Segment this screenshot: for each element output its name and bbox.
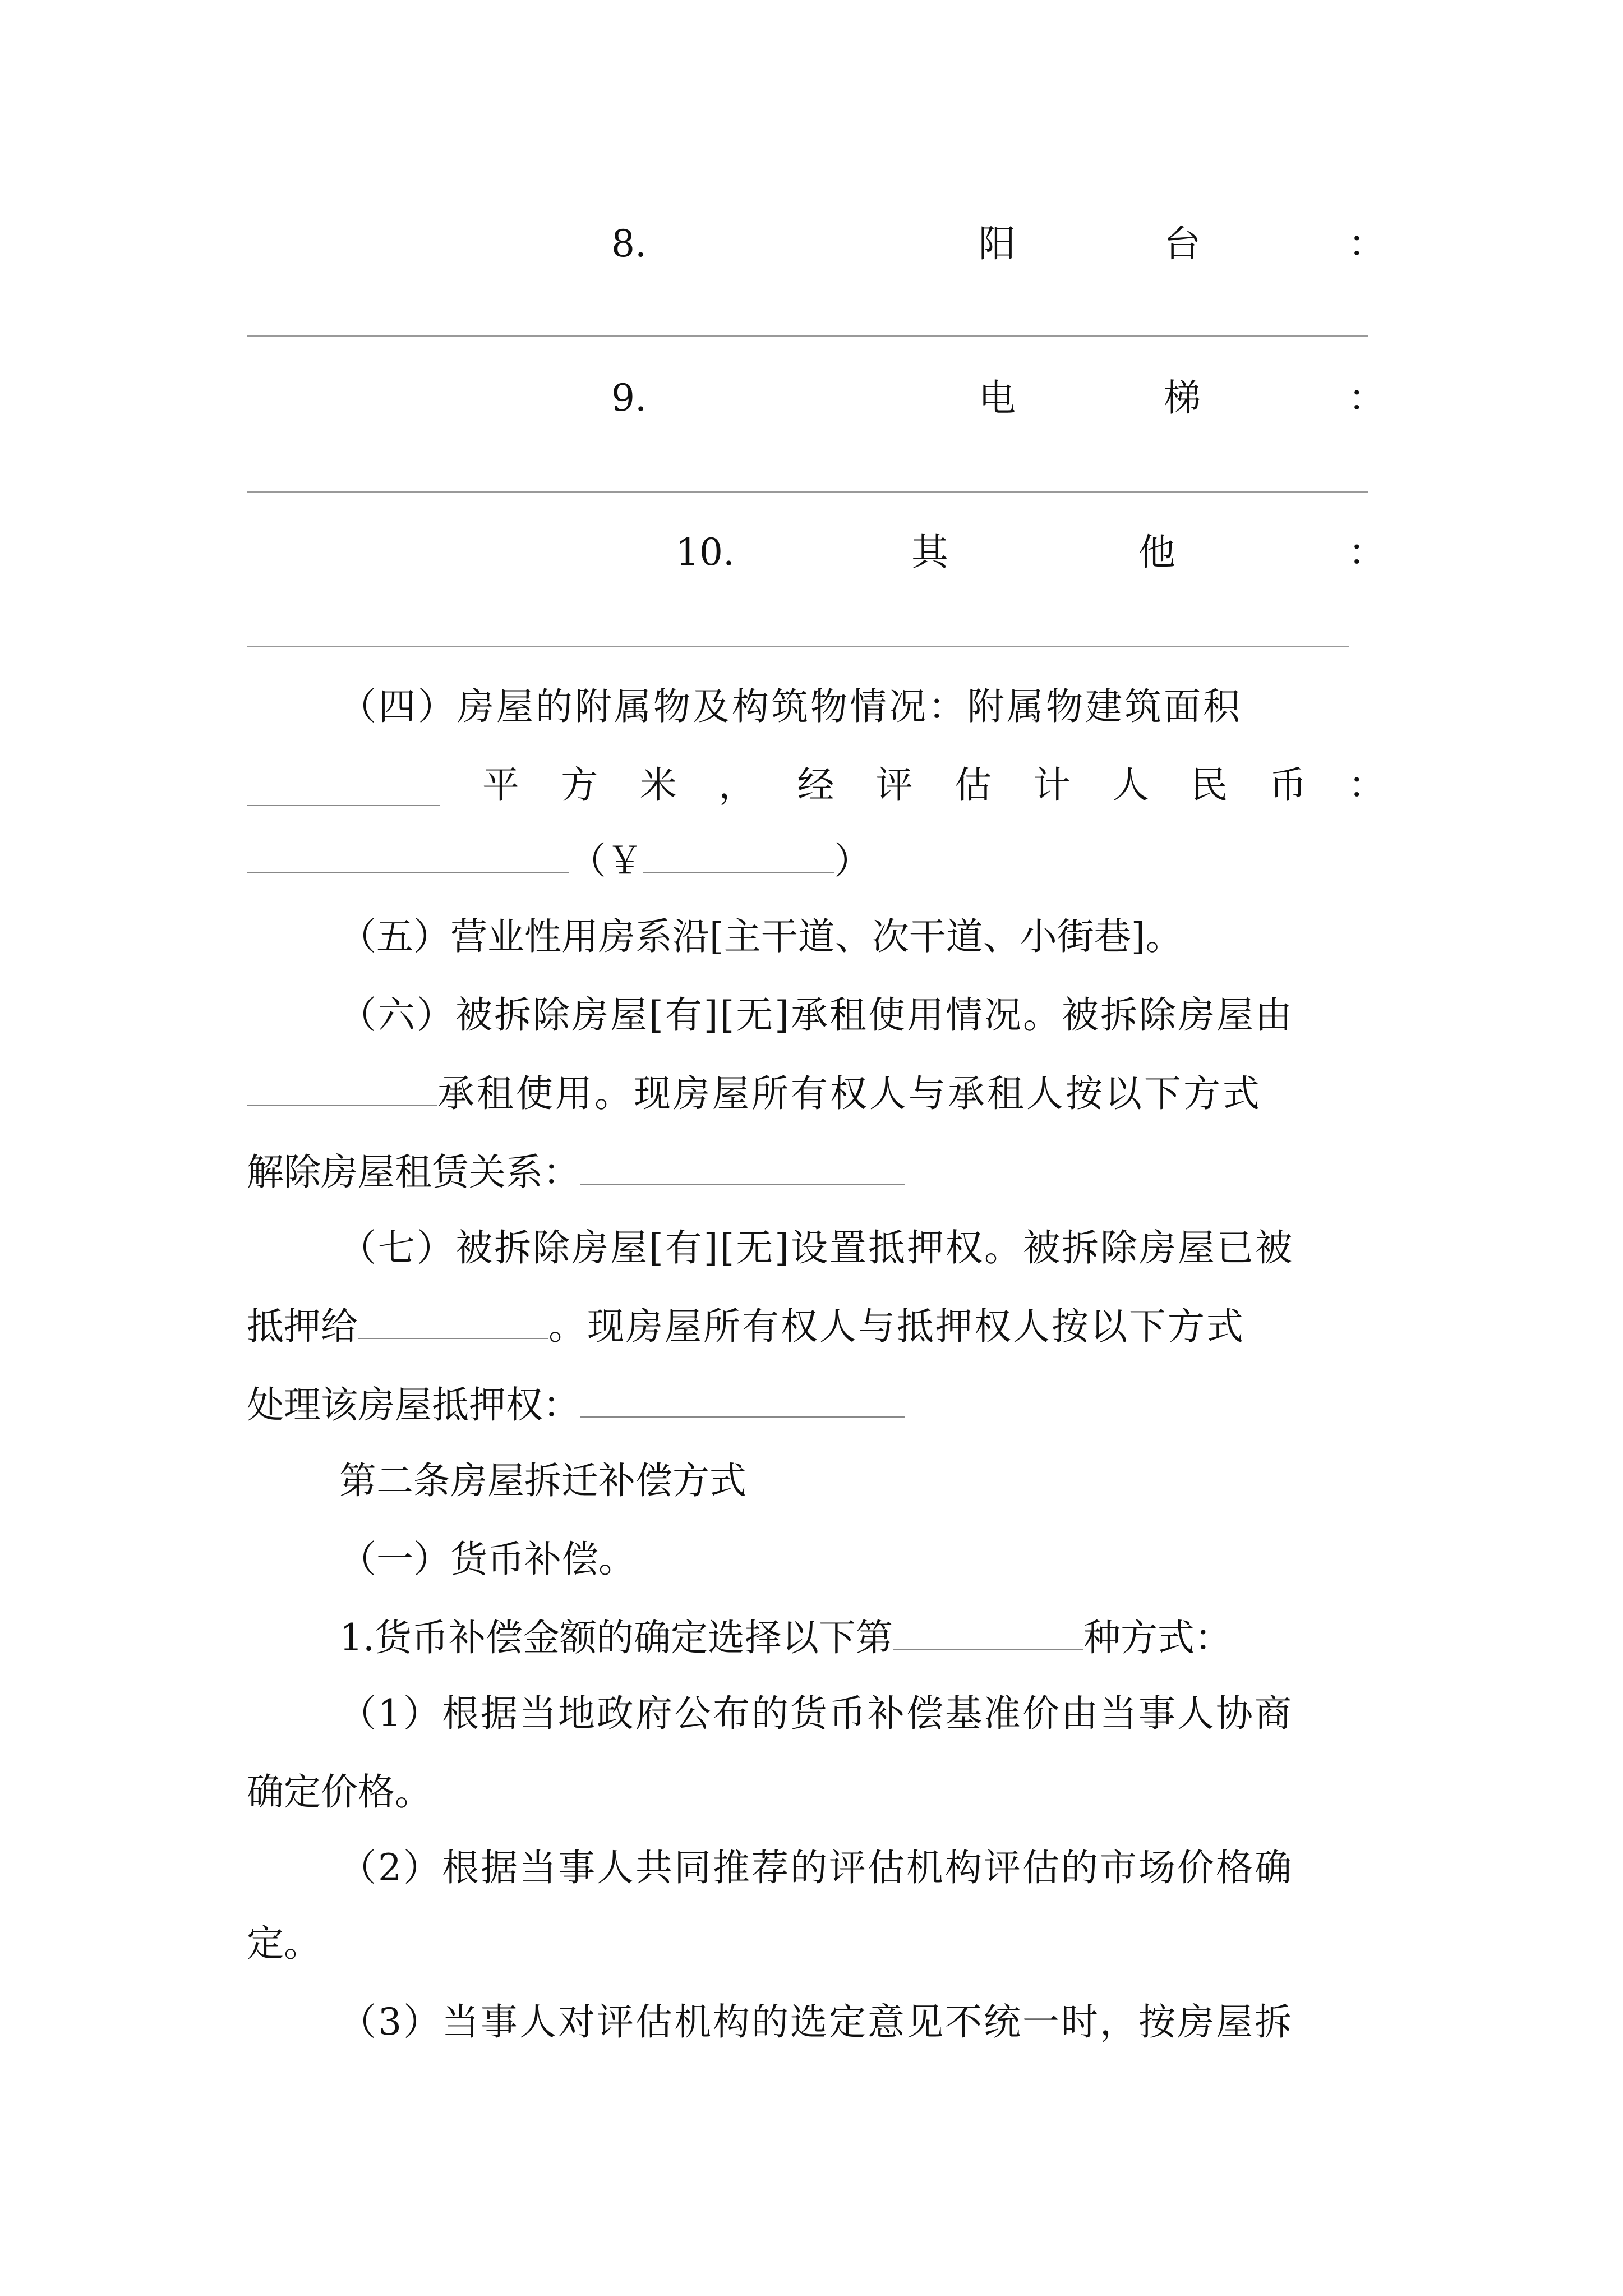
item-char: 阳: [979, 222, 1016, 265]
attachments-line3: [247, 830, 871, 892]
item1-text-b: 种方式：: [1083, 1616, 1232, 1659]
blank-area: [247, 771, 440, 806]
label-char: 方: [561, 763, 598, 807]
item-number: 10.: [676, 531, 735, 574]
article2-sub1: （一）货币补偿。: [339, 1538, 635, 1581]
item-char: 台: [1164, 222, 1201, 265]
blank-price-number: [643, 839, 834, 873]
mortgage-label: 处理该房屋抵押权：: [247, 1383, 580, 1427]
item-colon: ：: [1348, 531, 1385, 574]
fill-line: [247, 491, 1368, 493]
label-char: 平: [482, 763, 519, 807]
blank-option-number: [893, 1616, 1083, 1650]
label-char: 币: [1269, 763, 1307, 807]
mortgage-line3: [247, 1374, 905, 1436]
attachments-line2: [247, 754, 1385, 816]
item-char: 其: [911, 531, 948, 574]
label-char: 米: [639, 763, 677, 807]
option1-line2: 确定价格。: [247, 1770, 432, 1814]
item-char: 电: [979, 376, 1016, 420]
commercial-line: （五）营业性用房系沿[主干道、次干道、小街巷]。: [339, 915, 1183, 958]
option3-line1: （3）当事人对评估机构的选定意见不统一时，按房屋拆: [339, 2000, 1293, 2044]
label-char: 民: [1191, 763, 1228, 807]
item-balcony: [611, 213, 1385, 275]
blank-lease-method: [580, 1150, 905, 1185]
mortgage-line1: （七）被拆除房屋[有][无]设置抵押权。被拆除房屋已被: [339, 1226, 1294, 1269]
label-char: 计: [1033, 763, 1071, 807]
item-char: 梯: [1164, 376, 1201, 420]
blank-price-words: [247, 839, 569, 873]
item-elevator: [611, 367, 1385, 429]
lease-line3: [247, 1142, 905, 1203]
price-open: （￥: [569, 839, 643, 882]
option1-line1: （1）根据当地政府公布的货币补偿基准价由当事人协商: [339, 1692, 1293, 1735]
option2-line1: （2）根据当事人共同推荐的评估机构评估的市场价格确: [339, 1846, 1293, 1889]
article2-title: 第二条房屋拆迁补偿方式: [339, 1459, 746, 1502]
lease-line1: （六）被拆除房屋[有][无]承租使用情况。被拆除房屋由: [339, 993, 1294, 1037]
label-char: ：: [1348, 763, 1385, 807]
mortgage-text-b: 。现房屋所有权人与抵押权人按以下方式: [548, 1305, 1245, 1348]
article2-item1: [339, 1607, 1385, 1669]
blank-mortgage-method: [580, 1383, 905, 1418]
label-char: ，: [718, 763, 756, 807]
label-char: 人: [1112, 763, 1149, 807]
attachments-line1: （四）房屋的附属物及构筑物情况：附属物建筑面积: [339, 685, 1242, 728]
item-number: 8.: [611, 222, 647, 265]
item1-text-a: 1.货币补偿金额的确定选择以下第: [339, 1616, 893, 1659]
item-number: 9.: [611, 376, 647, 420]
mortgage-text-a: 抵押给: [247, 1305, 358, 1348]
item-colon: ：: [1348, 376, 1385, 420]
fill-line: [247, 335, 1368, 337]
label-char: 评: [875, 763, 913, 807]
label-char: 经: [797, 763, 834, 807]
blank-tenant: [247, 1071, 437, 1106]
price-close: ）: [834, 839, 871, 882]
lease-line2: [247, 1063, 1262, 1125]
lease-text: 承租使用。现房屋所有权人与承租人按以下方式: [437, 1072, 1262, 1115]
fill-line: [247, 646, 1349, 647]
unit-and-price-label: [482, 754, 1385, 816]
blank-mortgagee: [358, 1304, 548, 1339]
option2-line2: 定。: [247, 1922, 321, 1965]
item-other: [676, 522, 1385, 583]
lease-label: 解除房屋租赁关系：: [247, 1151, 580, 1194]
item-char: 他: [1138, 531, 1175, 574]
mortgage-line2: [247, 1296, 1245, 1358]
label-char: 估: [955, 763, 992, 807]
item-colon: ：: [1348, 222, 1385, 265]
